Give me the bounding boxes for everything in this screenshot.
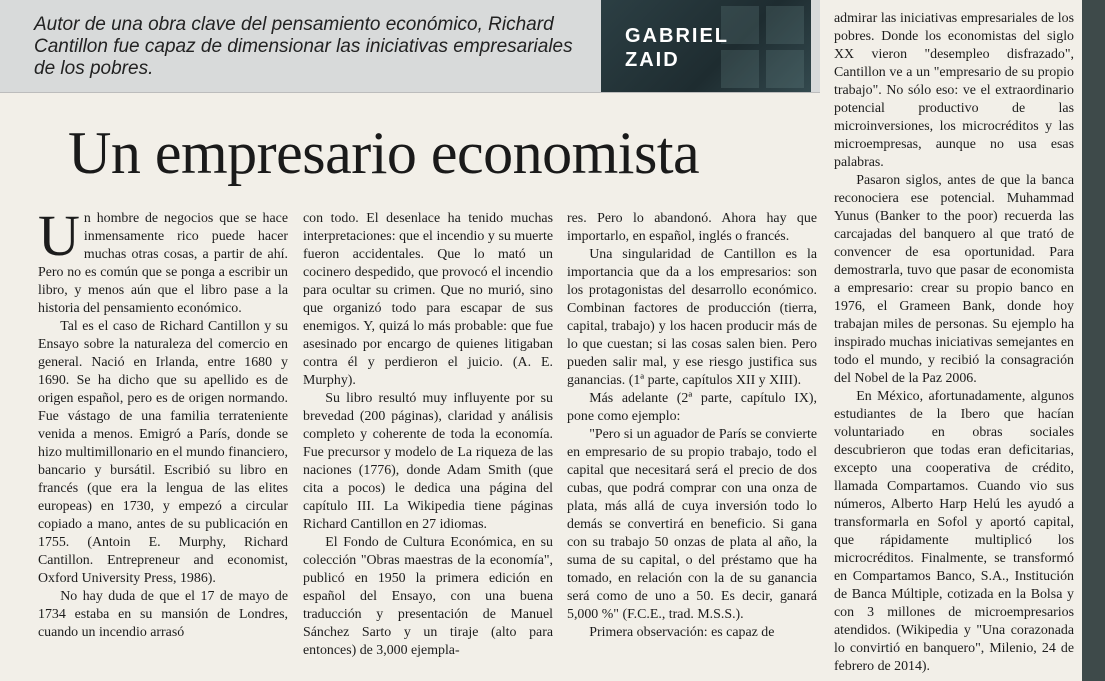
page-edge — [1082, 0, 1105, 681]
article-deck: Autor de una obra clave del pensamiento económico, Richard Cantillon fue capaz de dimensionar las iniciativas empresariales de los pobres. — [34, 14, 573, 79]
paragraph: con todo. El desenlace ha tenido muchas interpretaciones: que el incendio y su muerte fueron accidentales. Que lo mató un cocinero despedido, que provocó el incendio para ocultar su crimen. Que no murió, sino que organizó todo para escapar de sus enemigos. Y, quizá lo más probable: que fue asesinado por encargo de quienes litigaban contra él y perdieron el juicio. (A. E. Murphy). — [303, 211, 553, 388]
paragraph: En México, afortunadamente, algunos estudiantes de la Ibero que hacían voluntariado en obras sociales descubrieron que todas eran deficitarias, excepto una cooperativa de crédito, llamada Compartamos. Cuando vio sus números, Alberto Harp Helú les ayudó a transformarla en Sofol y aportó capital, que rápidamente multiplicó los microcréditos. Finalmente, se transformó en Compartamos Banco, S.A., Institución de Banca Múltiple, cotizada en la Bolsa y con 3 millones de microempresarios atendidos. (Wikipedia y "Una corazonada lo convirtió en banquero", Milenio, 24 de febrero de 2014). — [834, 389, 1074, 674]
paragraph: Pasaron siglos, antes de que la banca reconociera ese potencial. Muhammad Yunus (Banker to the poor) recuerda las carcajadas del banquero al que trató de convencer de esa oportunidad. Para demostrarla, tuvo que pasar de economista a empresario: crear su propio banco en 1976, el Grameen Bank, donde hoy trabajan miles de personas. Su ejemplo ha inspirado muchas iniciativas semejantes en todo el mundo, y recibió la consagración del Nobel de la Paz 2006. — [834, 173, 1074, 386]
paragraph: El Fondo de Cultura Económica, en su colección "Obras maestras de la economía", publicó en 1950 la primera edición en español del Ensayo, con una buena traducción y presentación de Manuel Sánchez Sarto y un tiraje (alto para entonces) de 3,000 ejempla- — [303, 535, 553, 658]
article-column-4 — [834, 10, 1074, 676]
paragraph: res. Pero lo abandonó. Ahora hay que importarlo, en español, inglés o francés. — [567, 211, 817, 244]
paragraph — [38, 203, 288, 318]
paragraph: Primera observación: es capaz de — [589, 625, 775, 640]
paragraph: No hay duda de que el 17 de mayo de 1734 estaba en su mansión de Londres, cuando un incendio arrasó — [38, 589, 288, 640]
author-block — [601, 0, 811, 92]
drop-cap: U — [38, 203, 80, 268]
decor-tile — [766, 50, 804, 88]
paragraph: Una singularidad de Cantillon es la importancia que da a los empresarios: son los protagonistas del desarrollo económico. Combinan factores de producción (tierra, capital, trabajo) y los hacen producir más de lo que cuestan; si las cosas salen bien. Pero pueden salir mal, y ese riesgo justifica sus ganancias. (1ª parte, capítulos XII y XIII). — [567, 247, 817, 388]
article-column-3 — [567, 210, 817, 642]
quote-paragraph: "Pero si un aguador de París se convierte en empresario de su propio trabajo, todo el capital que necesitará será el precio de dos cubas, que podrá comprar con una onza de plata, más allá de cuya inversión todo lo demás se convertirá en beneficio. Si gana con su trabajo 50 onzas de plata al año, la suma de su capital, o del préstamo que ha tomado, en relación con la de su ganancia será como de uno a 50. Es decir, ganará 5,000 %" (F.C.E., trad. M.S.S.). — [567, 427, 817, 622]
paragraph-text: n hombre de negocios que se hace inmensamente rico puede hacer muchas otras cosas, a partir de ahí. Pero no es común que se ponga a escribir un libro, y menos aún que el libro pase a la historia del pensamiento económico. — [38, 211, 288, 316]
paragraph: Más adelante (2ª parte, capítulo IX), pone como ejemplo: — [567, 391, 817, 424]
paragraph: admirar las iniciativas empresariales de los pobres. Donde los economistas del siglo XX vieron "desempleo disfrazado", Cantillon ve a un "empresario de su propio trabajo". No sólo eso: ve el extraordinario potencial productivo de las microinversiones, los microcréditos y las microempresas, aunque no usa esas palabras. — [834, 11, 1074, 170]
decor-tile — [766, 6, 804, 44]
article-headline: Un empresario economista — [68, 120, 700, 186]
article-column-1 — [38, 203, 288, 642]
author-name: GABRIEL ZAID — [625, 25, 729, 71]
paragraph: Tal es el caso de Richard Cantillon y su Ensayo sobre la naturaleza del comercio en general. Nació en Irlanda, entre 1680 y 1690. Se ha dicho que su apellido es de origen español, pero es de origen normando. Fue vástago de una familia terrateniente venida a menos. Emigró a París, donde se hizo multimillonario en el mundo financiero, bancario y bursátil. Escribió su libro en francés (que era la lengua de las elites europeas) en 1730, y empezó a circular copiado a mano, antes de su publicación en 1755. (Antoin E. Murphy, Richard Cantillon. Entrepreneur and economist, Oxford University Press, 1986). — [38, 319, 288, 586]
article-column-2 — [303, 210, 553, 660]
paragraph: Su libro resultó muy influyente por su brevedad (200 páginas), claridad y análisis completo y coherente de toda la economía. Fue precursor y modelo de La riqueza de las naciones (1776), donde Adam Smith (que cita a pocos) le dedica una página del capítulo III. La Wikipedia tiene páginas Richard Cantillon en 27 idiomas. — [303, 391, 553, 532]
